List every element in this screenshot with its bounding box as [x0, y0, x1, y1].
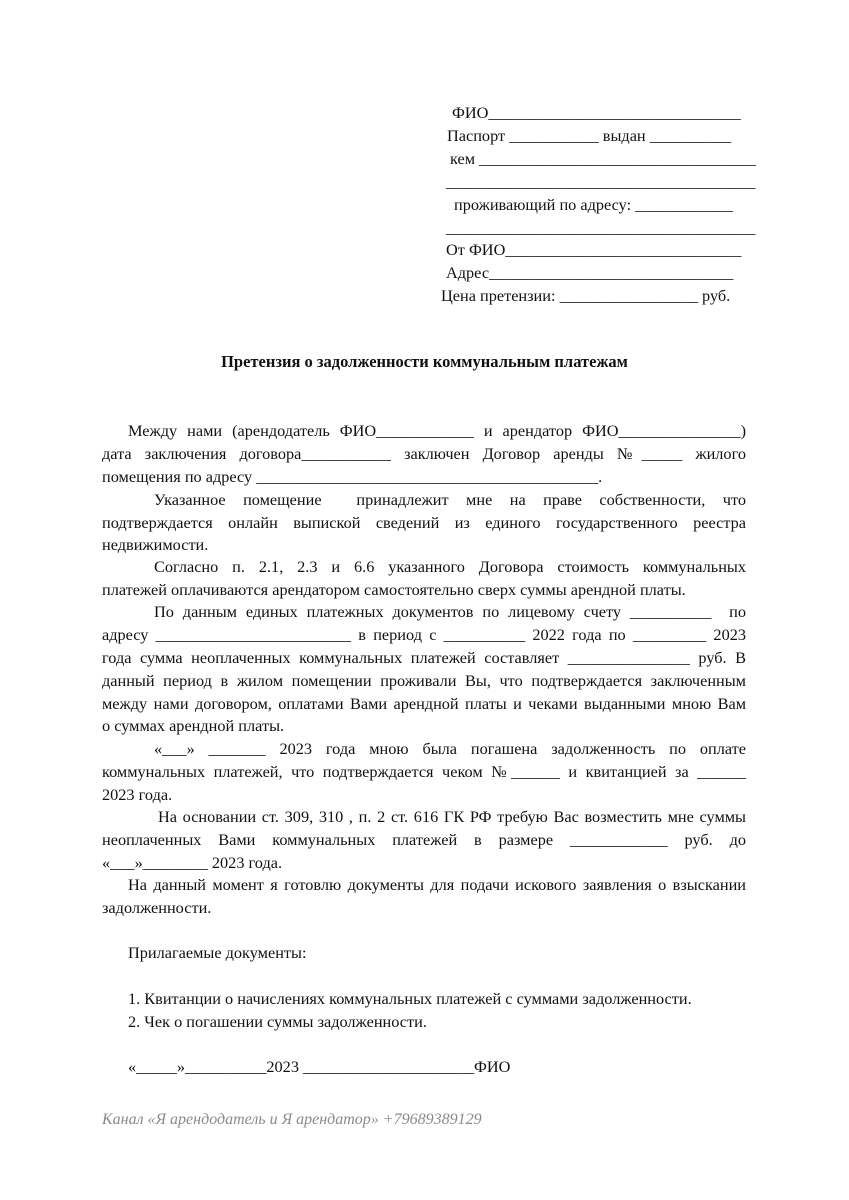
- body-line: помещения по адресу __________________________________________.: [102, 467, 603, 486]
- body-line: недвижимости.: [102, 535, 209, 554]
- signature-line: «_____»__________2023 _____________________ФИО: [128, 1057, 511, 1076]
- header-claim-amount: Цена претензии: _________________ руб.: [441, 286, 731, 305]
- attachments-heading: Прилагаемые документы:: [128, 943, 307, 962]
- body-line: о суммах арендной платы.: [102, 716, 285, 735]
- header-address: Адрес______________________________: [446, 263, 734, 282]
- body-line: адресу ________________________ в период с __________ 2022 года по _________ 2023: [102, 625, 746, 644]
- body-line: между нами договором, оплатами Вами арендной платы и чеками выданными мною Вам: [102, 694, 746, 713]
- header-from-name: От ФИО_____________________________: [446, 240, 742, 259]
- body-line: На данный момент я готовлю документы для подачи искового заявления о взыскании: [128, 875, 746, 894]
- body-line: неоплаченных Вами коммунальных платежей в размере ____________ руб. до: [102, 830, 746, 849]
- body-line: Между нами (арендодатель ФИО____________ и арендатор ФИО_______________): [128, 421, 746, 440]
- body-line: платежей оплачиваются арендатором самостоятельно сверх суммы арендной платы.: [102, 580, 686, 599]
- body-line: года сумма неоплаченных коммунальных платежей составляет _______________ руб. В: [102, 648, 746, 667]
- attachment-item: 1. Квитанции о начислениях коммунальных платежей с суммами задолженности.: [128, 989, 692, 1008]
- header-passport: Паспорт ___________ выдан __________: [447, 126, 732, 145]
- body-line: Указанное помещение принадлежит мне на праве собственности, что: [154, 490, 746, 509]
- body-line: «___» _______ 2023 года мною была погашена задолженность по оплате: [154, 739, 746, 758]
- header-issued-by: кем __________________________________: [450, 149, 756, 168]
- header-recipient-name: ФИО_______________________________: [452, 103, 741, 122]
- header-residing-address: проживающий по адресу: ____________: [454, 195, 733, 214]
- body-line: данный период в жилом помещении проживали Вы, что подтверждается заключенным: [102, 671, 746, 690]
- body-line: «___»________ 2023 года.: [102, 853, 283, 872]
- body-line: На основании ст. 309, 310 , п. 2 ст. 616 ГК РФ требую Вас возместить мне суммы: [158, 807, 746, 826]
- channel-footer: Канал «Я арендодатель и Я арендатор» +79689389129: [102, 1111, 482, 1128]
- body-line: 2023 года.: [102, 785, 173, 804]
- body-line: дата заключения договора___________ заключен Договор аренды №_____ жилого: [102, 444, 746, 463]
- header-blank-line: ______________________________________: [446, 218, 756, 237]
- attachment-item: 2. Чек о погашении суммы задолженности.: [128, 1012, 427, 1031]
- document-title: Претензия о задолженности коммунальным платежам: [221, 352, 628, 371]
- body-line: коммунальных платежей, что подтверждается чеком №______ и квитанцией за ______: [102, 762, 746, 781]
- body-line: По данным единых платежных документов по лицевому счету __________ по: [154, 602, 746, 621]
- body-line: Согласно п. 2.1, 2.3 и 6.6 указанного Договора стоимость коммунальных: [154, 557, 746, 576]
- header-blank-line: ______________________________________: [446, 172, 756, 191]
- body-line: подтверждается онлайн выпиской сведений из единого государственного реестра: [102, 513, 746, 532]
- body-line: задолженности.: [102, 898, 212, 917]
